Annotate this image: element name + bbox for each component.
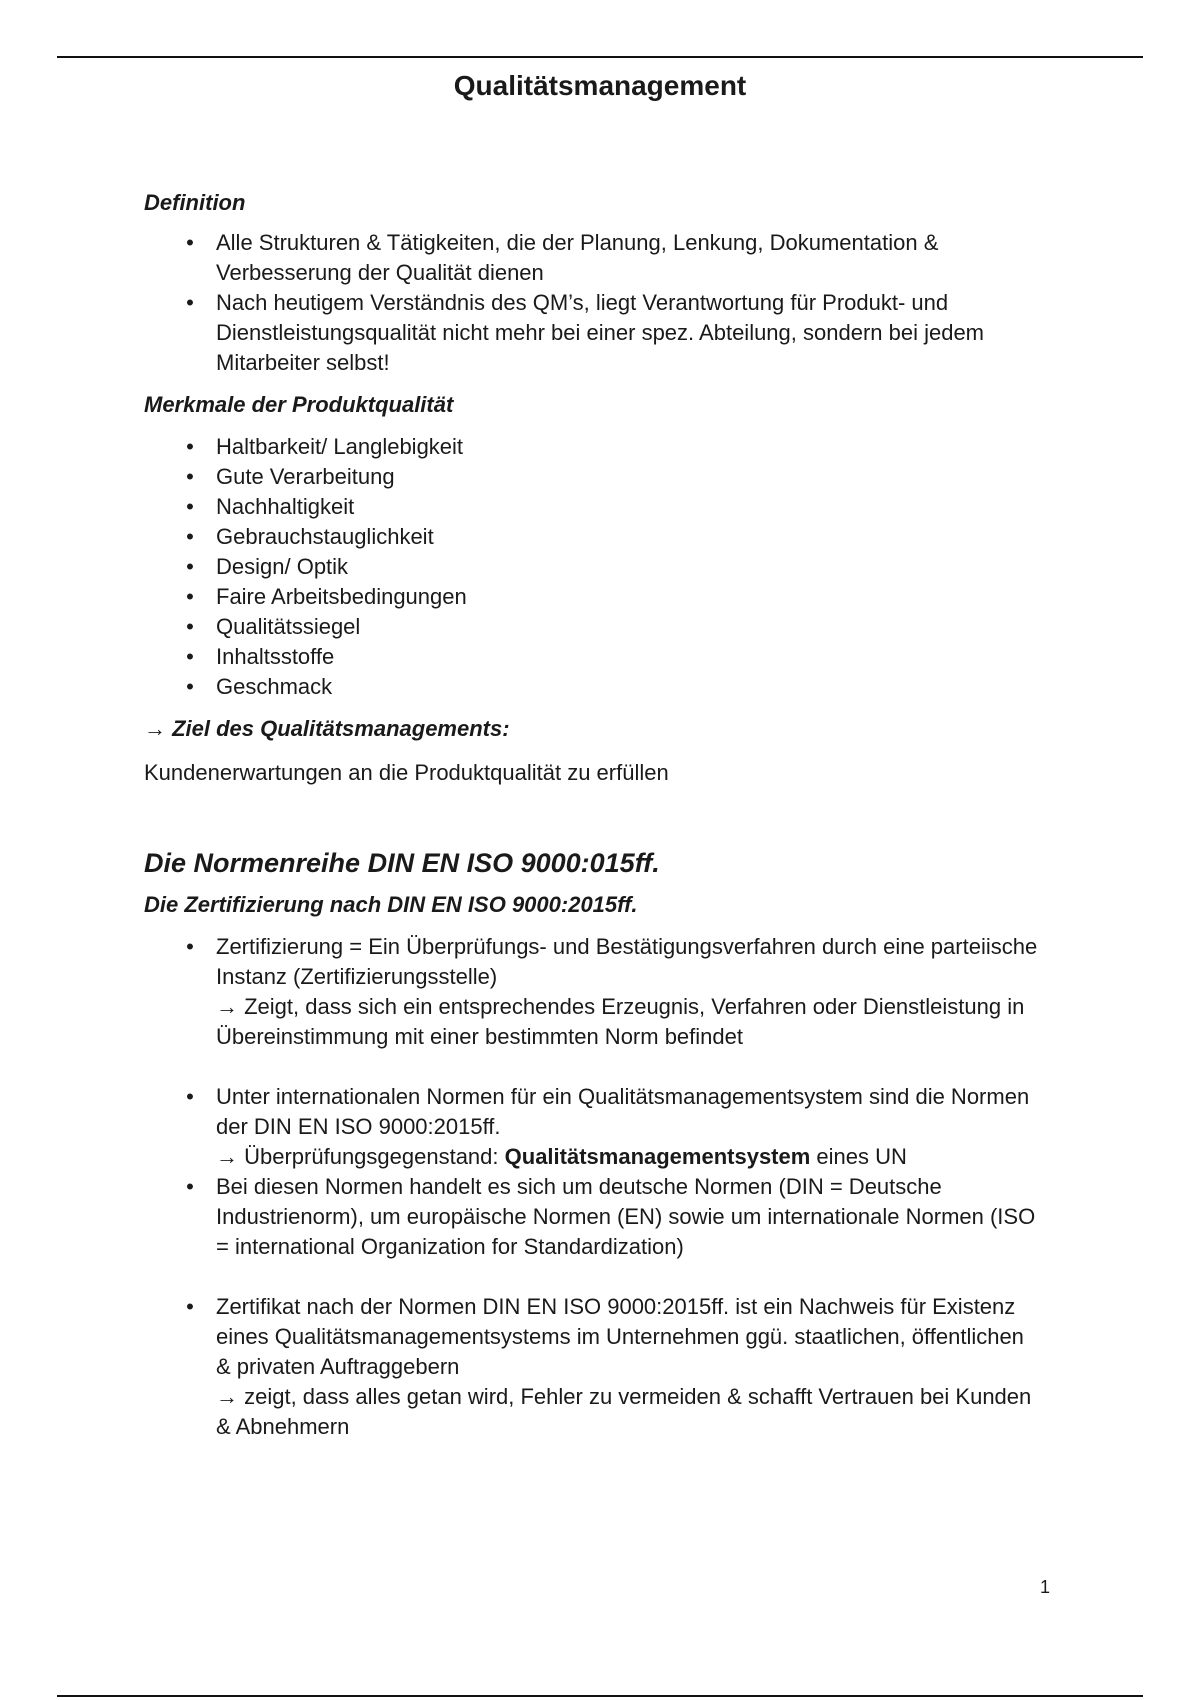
- list-item: • Alle Strukturen & Tätigkeiten, die der Planung, Lenkung, Dokumentation & Verbesserung der Qualität dienen: [180, 228, 1044, 288]
- list-item: • Nach heutigem Verständnis des QM’s, liegt Verantwortung für Produkt- und Dienstleistungsqualität nicht mehr bei einer spez. Abteilung, sondern bei jedem Mitarbeiter selbst!: [180, 288, 1044, 378]
- bullet-icon: •: [186, 464, 194, 489]
- list-item: • Gebrauchstauglichkeit: [180, 522, 1044, 552]
- bullet-icon: •: [186, 644, 194, 669]
- zertifizierung-heading: Die Zertifizierung nach DIN EN ISO 9000:2015ff.: [144, 892, 638, 917]
- bullet-icon: •: [186, 524, 194, 549]
- definition-heading: Definition: [144, 190, 246, 215]
- list-item: • Geschmack: [180, 672, 1044, 702]
- list-item: • Gute Verarbeitung: [180, 462, 1044, 492]
- list-item: • Design/ Optik: [180, 552, 1044, 582]
- top-rule: [57, 56, 1143, 58]
- list-item: • Haltbarkeit/ Langlebigkeit: [180, 432, 1044, 462]
- list-item: • Faire Arbeitsbedingungen: [180, 582, 1044, 612]
- ziel-heading: → Ziel des Qualitätsmanagements:: [144, 716, 510, 741]
- list-item: • Bei diesen Normen handelt es sich um deutsche Normen (DIN = Deutsche Industrienorm), um europäische Normen (EN) sowie um internationale Normen (ISO = international Organization for Standardization): [180, 1172, 1044, 1262]
- bullet-icon: •: [186, 584, 194, 609]
- list-item: • Qualitätssiegel: [180, 612, 1044, 642]
- list-item: • Zertifizierung = Ein Überprüfungs- und Bestätigungsverfahren durch eine parteiische Instanz (Zertifizierungsstelle) → Zeigt, dass sich ein entsprechendes Erzeugnis, Verfahren oder Dienstleistung in Übereinstimmung mit einer bestimmten Norm befindet: [180, 932, 1044, 1052]
- bullet-icon: •: [186, 1174, 194, 1199]
- bullet-icon: •: [186, 674, 194, 699]
- definition-list: [144, 228, 1044, 378]
- list-item: • Nachhaltigkeit: [180, 492, 1044, 522]
- bottom-rule: [57, 1695, 1143, 1697]
- bullet-icon: •: [186, 614, 194, 639]
- merkmale-list: [144, 432, 1044, 702]
- normen-heading: Die Normenreihe DIN EN ISO 9000:015ff.: [144, 848, 660, 878]
- bullet-icon: •: [186, 1294, 194, 1319]
- arrow-line: → Überprüfungsgegenstand: Qualitätsmanagementsystem eines UN: [216, 1144, 907, 1169]
- document-body: [144, 188, 1044, 1442]
- bullet-icon: •: [186, 494, 194, 519]
- page-title: Qualitätsmanagement: [453, 70, 747, 101]
- bullet-icon: •: [186, 434, 194, 459]
- bullet-icon: •: [186, 934, 194, 959]
- list-item: • Zertifikat nach der Normen DIN EN ISO 9000:2015ff. ist ein Nachweis für Existenz eines Qualitätsmanagementsystems im Unternehmen ggü. staatlichen, öffentlichen & privaten Auftraggebern → zeigt, dass alles getan wird, Fehler zu vermeiden & schafft Vertrauen bei Kunden & Abnehmern: [180, 1292, 1044, 1442]
- normen-list: [144, 932, 1044, 1442]
- bullet-icon: •: [186, 230, 194, 255]
- page-number: 1: [1040, 1577, 1051, 1597]
- bullet-icon: •: [186, 554, 194, 579]
- bullet-icon: •: [186, 290, 194, 315]
- merkmale-heading: Merkmale der Produktqualität: [144, 392, 454, 417]
- ziel-text: Kundenerwartungen an die Produktqualität zu erfüllen: [144, 760, 669, 785]
- list-item: • Unter internationalen Normen für ein Qualitätsmanagementsystem sind die Normen der DIN EN ISO 9000:2015ff. → Überprüfungsgegenstand: Qualitätsmanagementsystem eines UN: [180, 1082, 1044, 1172]
- list-item: • Inhaltsstoffe: [180, 642, 1044, 672]
- bullet-icon: •: [186, 1084, 194, 1109]
